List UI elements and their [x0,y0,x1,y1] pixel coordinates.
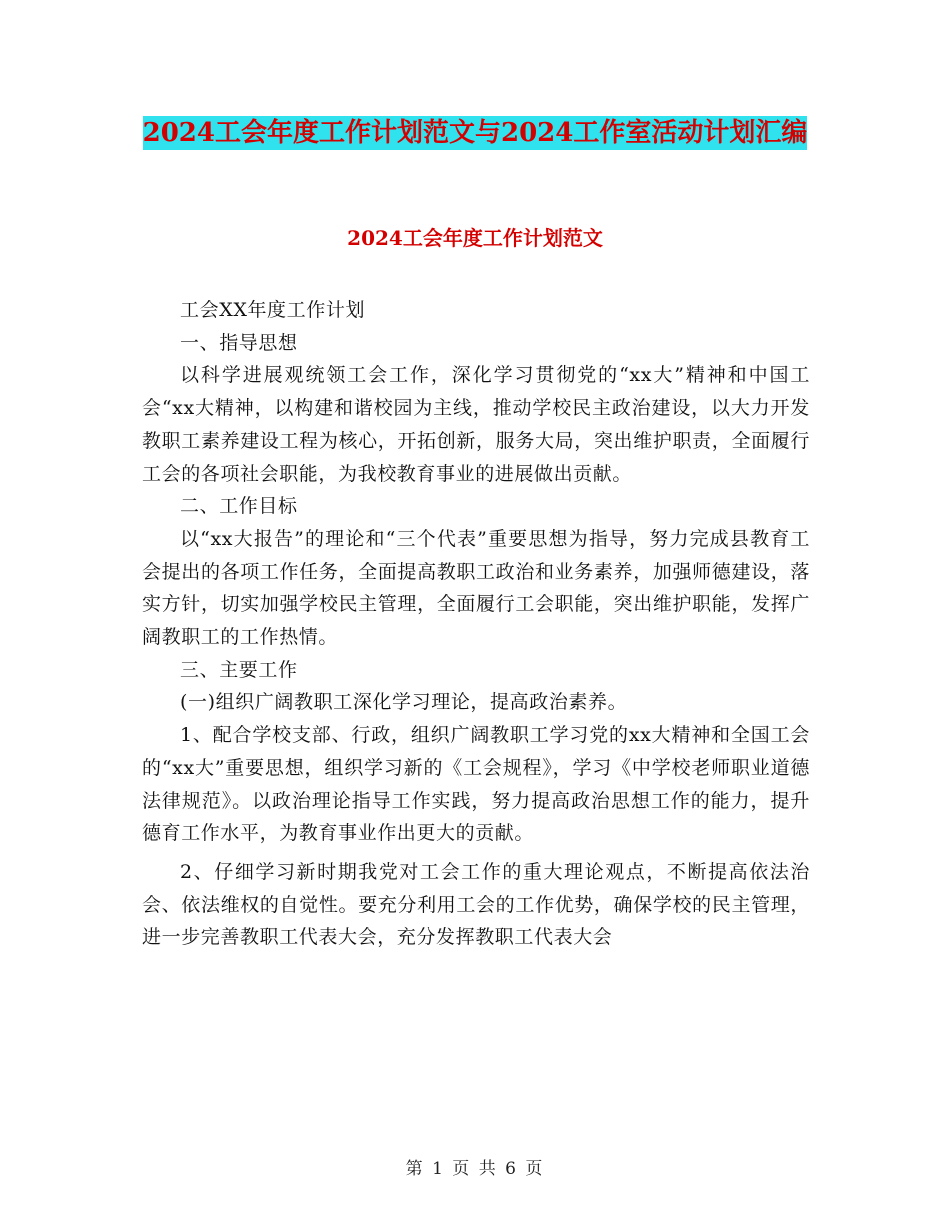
document-title [140,112,810,154]
title-highlight: 2024工会年度工作计划范文与2024工作室活动计划汇编 [142,118,808,148]
paragraph-heading-guiding-thought: 一、指导思想 [180,331,298,354]
paragraph-heading-main-work: 三、主要工作 [180,658,298,681]
paragraph-subheading-1: (一)组织广阔教职工深化学习理论，提高政治素养。 [180,691,628,714]
page-number-footer: 第 1 页 共 6 页 [405,1159,545,1179]
paragraph-item-1: 1、配合学校支部、行政，组织广阔教职工学习党的xx大精神和全国工会的“xx大”重要思想，组织学习新的《工会规程》，学习《中学校老师职业道德法律规范》。以政治理论指导工作实践，努力提高政治思想工作的能力，提升德育工作水平，为教育事业作出更大的贡献。 [142,724,810,845]
paragraph-item-2: 2、仔细学习新时期我党对工会工作的重大理论观点，不断提高依法治会、依法维权的自觉性。要充分利用工会的工作优势，确保学校的民主管理，进一步完善教职工代表大会，充分发挥教职工代表大会 [142,860,810,949]
paragraph-work-goals: 以“xx大报告”的理论和“三个代表”重要思想为指导，努力完成县教育工会提出的各项工作任务，全面提高教职工政治和业务素养，加强师德建设，落实方针，切实加强学校民主管理，全面履行工会职能，突出维护职能，发挥广阔教职工的工作热情。 [142,527,810,649]
paragraph-heading-work-goals: 二、工作目标 [180,495,298,518]
document-body [142,294,810,954]
paragraph-guiding-thought: 以科学进展观统领工会工作，深化学习贯彻党的“xx大”精神和中国工会“xx大精神，以构建和谐校园为主线，推动学校民主政治建设，以大力开发教职工素养建设工程为核心，开拓创新，服务大局，突出维护职责，全面履行工会的各项社会职能，为我校教育事业的进展做出贡献。 [142,364,810,485]
section-title: 2024工会年度工作计划范文 [347,226,603,250]
paragraph-plan-heading: 工会XX年度工作计划 [180,299,366,321]
